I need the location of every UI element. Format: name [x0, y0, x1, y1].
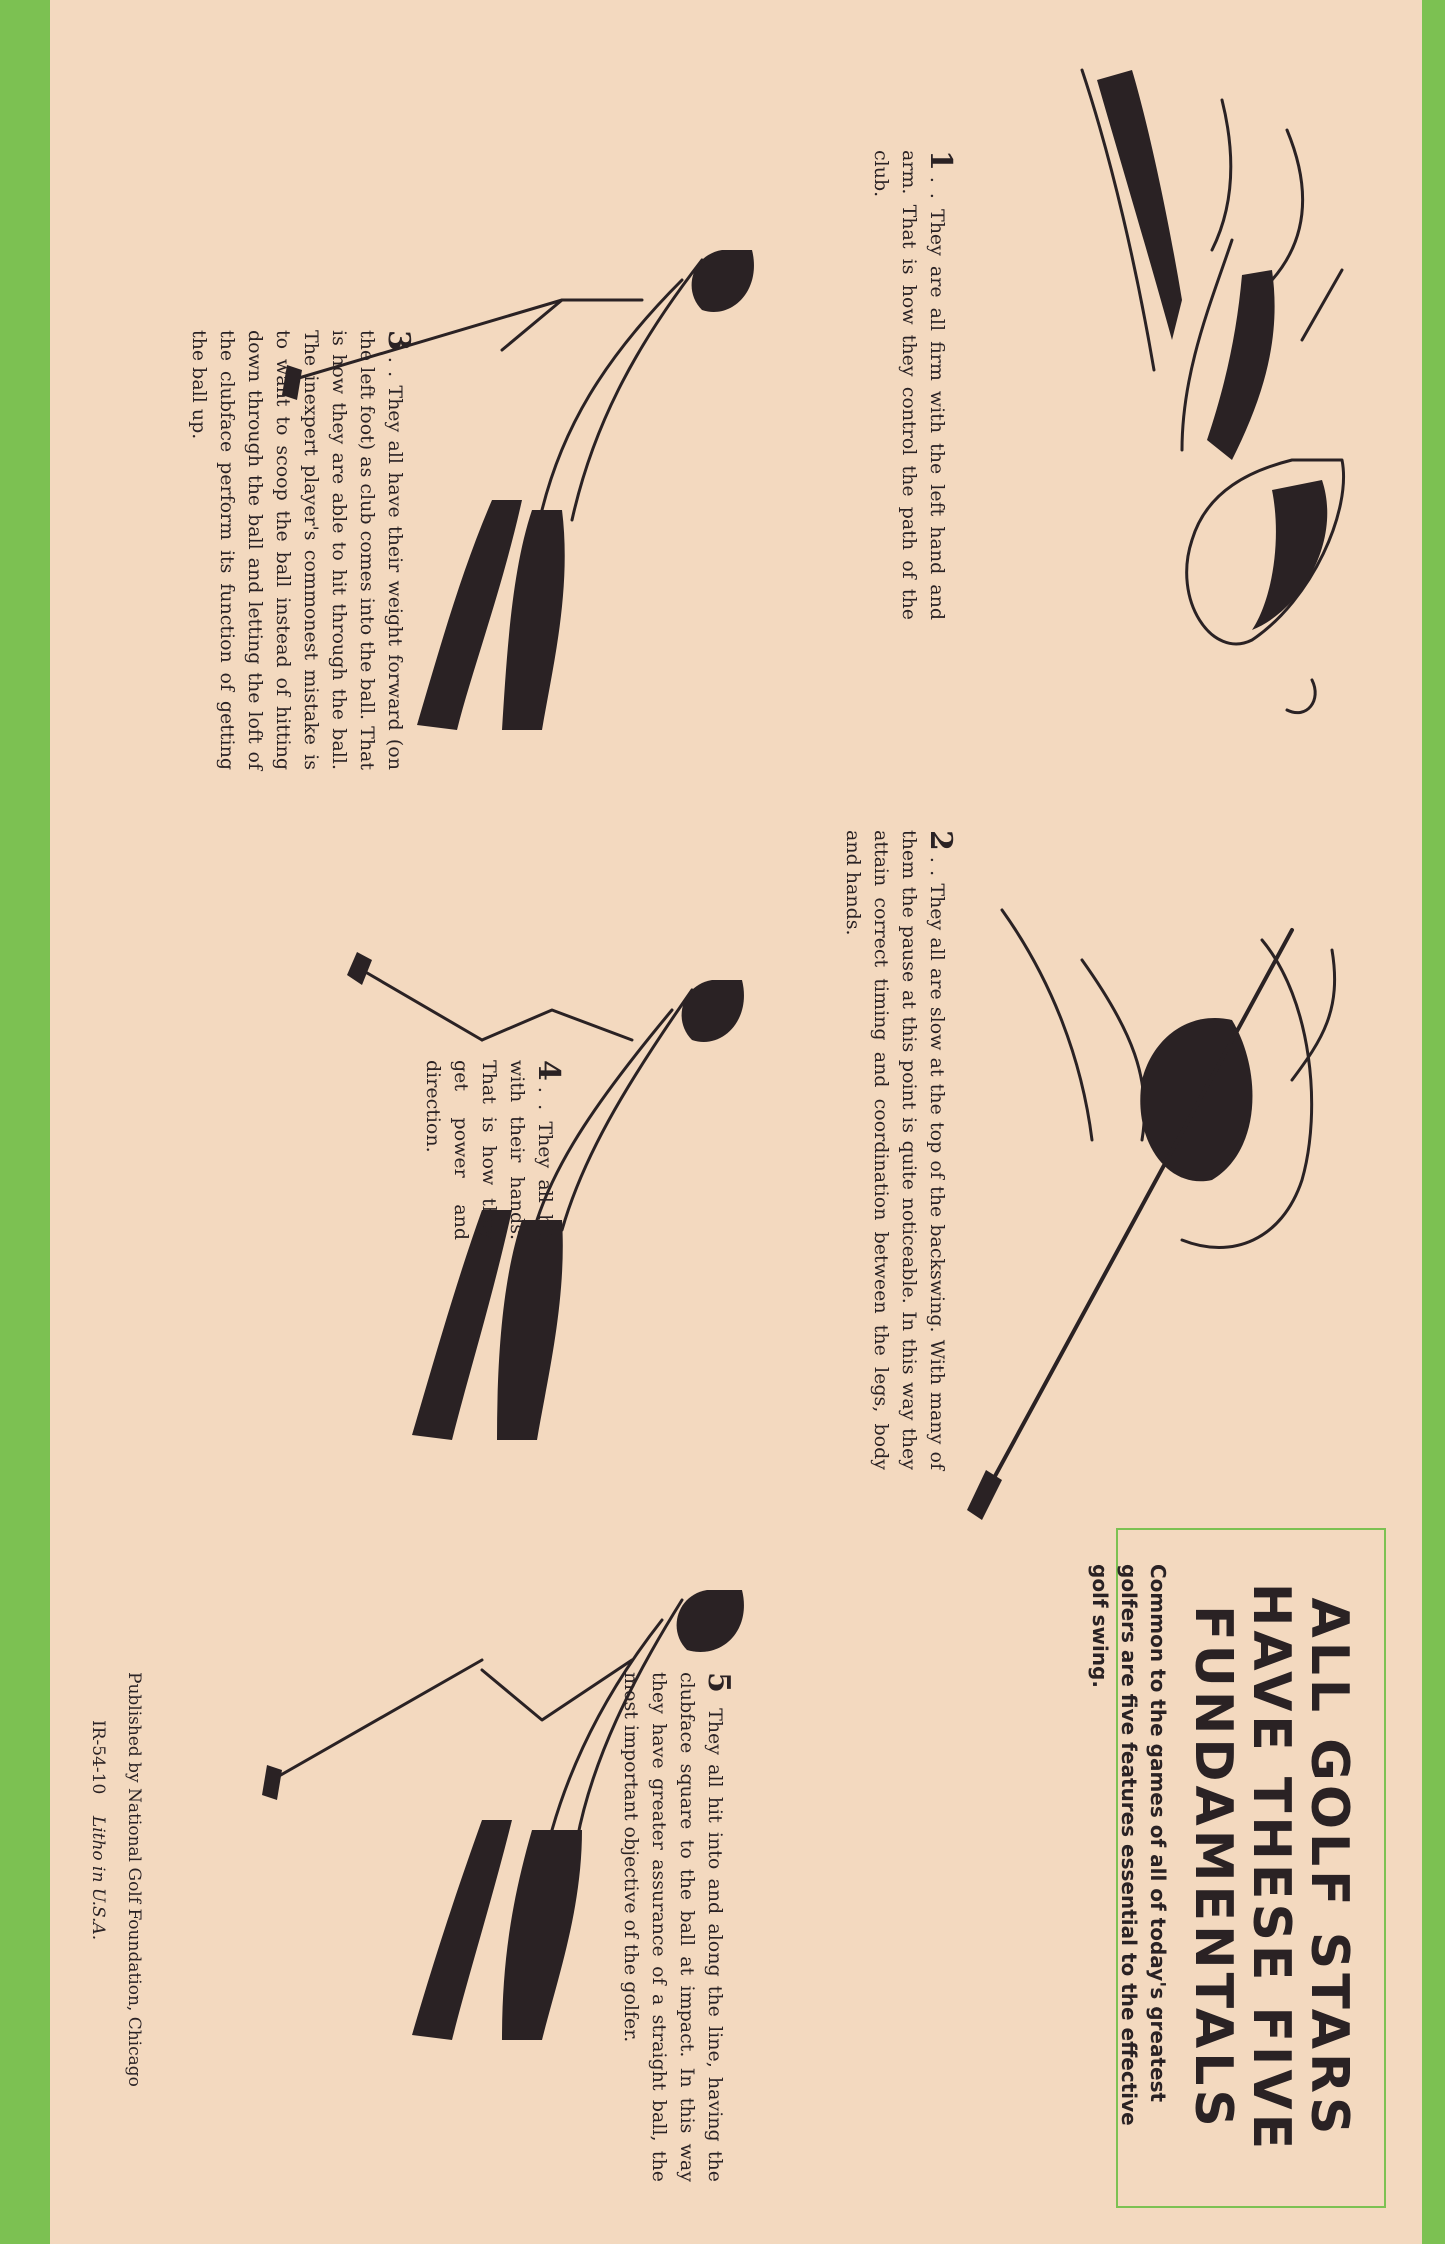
fundamental-text: They are all firm with the left hand and arm. That is how they control the path of the club. [870, 150, 948, 620]
fundamental-2 [839, 830, 958, 1470]
title-box [1088, 1528, 1386, 2208]
fundamental-dots: . . [926, 856, 948, 877]
subtitle: Common to the games of all of today's greatest golfers are five features essential to the effective golf swing. [1088, 1564, 1170, 2126]
fundamental-dots: . . [534, 1086, 556, 1111]
print-code [88, 1720, 108, 1940]
page-title: ALL GOLF STARS HAVE THESE FIVE FUNDAMENTALS [1183, 1582, 1359, 2154]
fundamental-3 [185, 330, 416, 770]
fundamental-text: They all hit into and along the line, having the clubface square to the ball at impact. In this way they have greater assurance of a straight ball, the most important objective of the golfer. [620, 1672, 726, 2182]
fundamental-4 [419, 1060, 566, 1240]
rotated-page-content [50, 0, 1422, 2244]
fundamental-number: 2 [923, 830, 958, 851]
fundamental-text: They all hit with their hands. That is how they get power and direction. [422, 1060, 556, 1240]
fundamental-5 [617, 1672, 736, 2182]
fundamental-number: 4 [531, 1060, 566, 1081]
fundamental-number: 5 [701, 1672, 736, 1693]
publisher-credit: Published by National Golf Foundation, Chicago [124, 1672, 144, 2087]
fundamental-text: They all have their weight forward (on the left foot) as club comes into the ball. That is how they are able to hit through the ball. The inexpert player's commonest mistake is to want to scoop the ball instead of hitting down through the ball and letting the loft of the clubface perform its function of getting the ball up. [188, 330, 406, 770]
fundamental-number: 3 [381, 330, 416, 351]
form-code: IR-54-10 [88, 1720, 108, 1795]
fundamental-text: They all are slow at the top of the backswing. With many of them the pause at this point is quite noticeable. In this way they attain correct timing and coordination between the legs, body and hands. [842, 830, 948, 1470]
fundamental-dots: . . [384, 356, 406, 378]
fundamental-dots: . . [926, 176, 948, 199]
fundamental-1 [867, 150, 958, 620]
illustration-left-arm-closeup [1052, 40, 1382, 740]
illustration-top-of-backswing [962, 880, 1382, 1520]
fundamental-number: 1 [923, 150, 958, 171]
litho-note: Litho in U.S.A. [88, 1815, 108, 1941]
